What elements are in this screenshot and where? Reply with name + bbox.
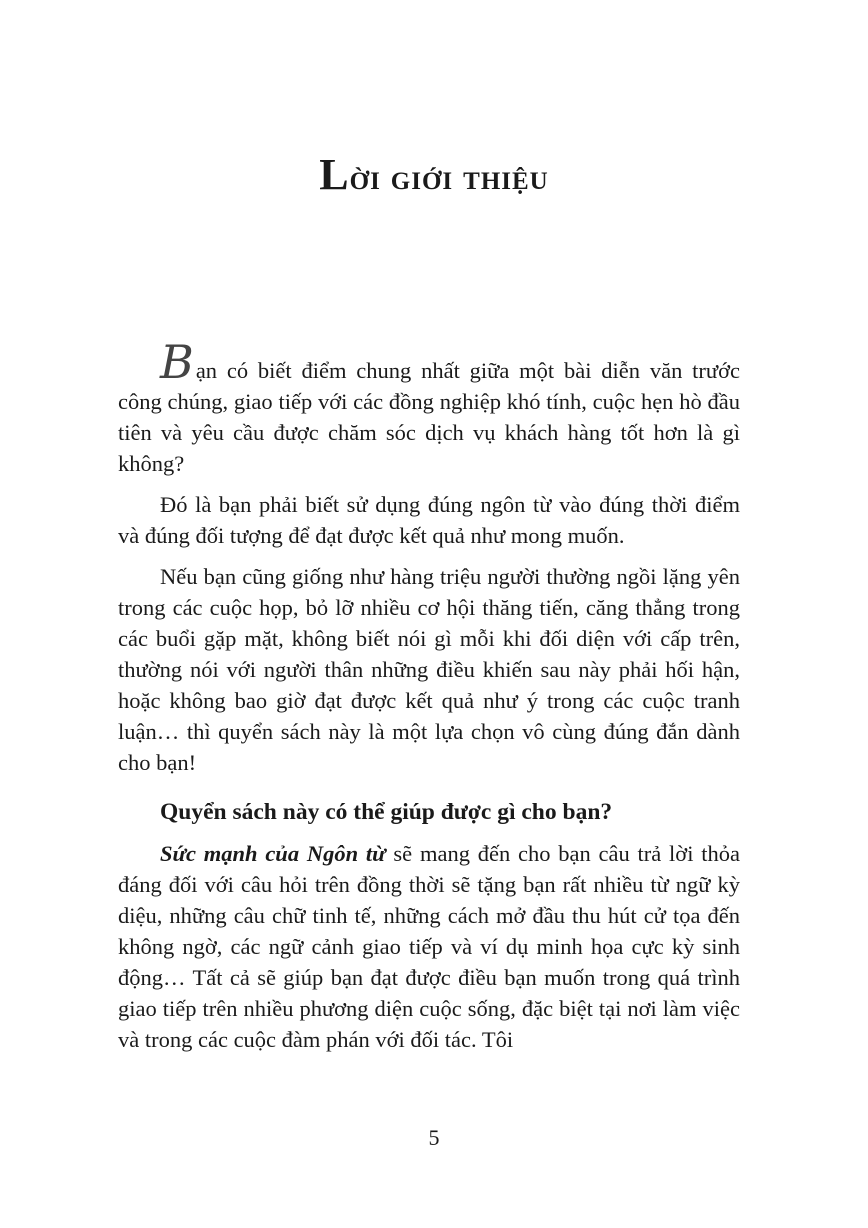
paragraph-book-benefits (118, 838, 740, 1055)
paragraph-intro-text: ạn có biết điểm chung nhất giữa một bài diễn văn trước công chúng, giao tiếp với các đồng nghiệp khó tính, cuộc hẹn hò đầu tiên và yêu cầu được chăm sóc dịch vụ khách hàng tốt hơn là gì không? (118, 358, 740, 476)
section-heading: Quyển sách này có thể giúp được gì cho bạn? (160, 799, 613, 825)
drop-cap: B (160, 335, 194, 389)
page-number: 5 (428, 1125, 440, 1150)
chapter-title-rest: ời giới thiệu (349, 157, 549, 197)
paragraph-intro (118, 335, 740, 479)
chapter-title (0, 150, 868, 202)
body-text (118, 335, 740, 1065)
paragraph-book-benefits-text: sẽ mang đến cho bạn câu trả lời thỏa đáng đối với câu hỏi trên đồng thời sẽ tặng bạn rất nhiều từ ngữ kỳ diệu, những câu chữ tinh tế, những cách mở đầu thu hút cử tọa đến không ngờ, các ngữ cảnh giao tiếp và ví dụ minh họa cực kỳ sinh động… Tất cả sẽ giúp bạn đạt được điều bạn muốn trong quá trình giao tiếp trên nhiều phương diện cuộc sống, đặc biệt tại nơi làm việc và trong các cuộc đàm phán với đối tác. Tôi (118, 841, 740, 1052)
paragraph-answer: Đó là bạn phải biết sử dụng đúng ngôn từ vào đúng thời điểm và đúng đối tượng để đạt được kết quả như mong muốn. (118, 492, 740, 548)
paragraph-problems: Nếu bạn cũng giống như hàng triệu người thường ngồi lặng yên trong các cuộc họp, bỏ lỡ nhiều cơ hội thăng tiến, căng thẳng trong các buổi gặp mặt, không biết nói gì mỗi khi đối diện với cấp trên, thường nói với người thân những điều khiến sau này phải hối hận, hoặc không bao giờ đạt được kết quả như ý trong các cuộc tranh luận… thì quyển sách này là một lựa chọn vô cùng đúng đắn dành cho bạn! (118, 564, 740, 775)
chapter-title-initial: L (319, 150, 350, 199)
book-title: Sức mạnh của Ngôn từ (160, 841, 386, 866)
